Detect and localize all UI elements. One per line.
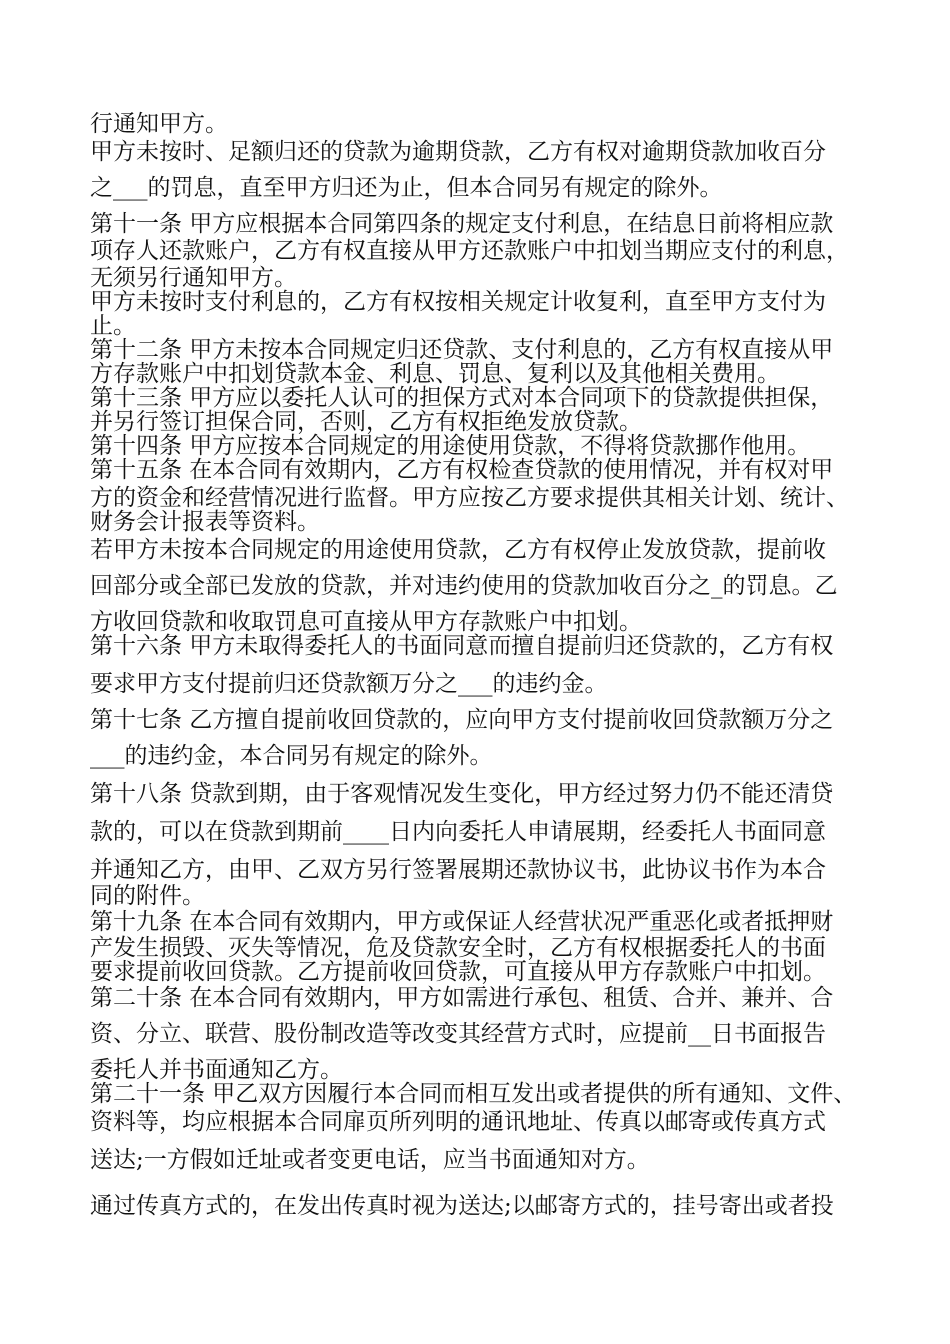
text-line: 产发生损毁、灭失等情况，危及贷款安全时，乙方有权根据委托人的书面	[90, 935, 826, 961]
text-line: 第二十条 在本合同有效期内，甲方如需进行承包、租赁、合并、兼并、合	[90, 985, 834, 1011]
text-line: 第二十一条 甲乙双方因履行本合同而相互发出或者提供的所有通知、文件、	[90, 1081, 857, 1107]
text-line: 第十五条 在本合同有效期内，乙方有权检查贷款的使用情况，并有权对甲	[90, 457, 834, 483]
text-line: 第十三条 甲方应以委托人认可的担保方式对本合同项下的贷款提供担保，	[90, 385, 834, 411]
text-line: 行通知甲方。	[90, 111, 228, 137]
text-line: ___的违约金，本合同另有规定的除外。	[90, 743, 493, 769]
text-line: 通过传真方式的，在发出传真时视为送达;以邮寄方式的，挂号寄出或者投	[90, 1193, 834, 1219]
text-line: 第十一条 甲方应根据本合同第四条的规定支付利息，在结息日前将相应款	[90, 211, 834, 237]
text-line: 止。	[90, 313, 136, 339]
text-line: 资、分立、联营、股份制改造等改变其经营方式时，应提前__日书面报告	[90, 1021, 826, 1047]
text-line: 无须另行通知甲方。	[90, 265, 297, 291]
text-line: 同的附件。	[90, 883, 205, 909]
text-line: 委托人并书面通知乙方。	[90, 1057, 343, 1083]
text-line: 若甲方未按本合同规定的用途使用贷款，乙方有权停止发放贷款，提前收	[90, 537, 826, 563]
text-line: 资料等，均应根据本合同扉页所列明的通讯地址、传真以邮寄或传真方式	[90, 1109, 826, 1135]
text-line: 第十九条 在本合同有效期内，甲方或保证人经营状况严重恶化或者抵押财	[90, 909, 834, 935]
text-line: 之___的罚息，直至甲方归还为止，但本合同另有规定的除外。	[90, 175, 723, 201]
text-line: 并另行签订担保合同，否则，乙方有权拒绝发放贷款。	[90, 409, 642, 435]
text-line: 第十八条 贷款到期，由于客观情况发生变化，甲方经过努力仍不能还清贷	[90, 781, 834, 807]
text-line: 款的，可以在贷款到期前____日内向委托人申请展期，经委托人书面同意	[90, 819, 826, 845]
text-line: 方收回贷款和收取罚息可直接从甲方存款账户中扣划。	[90, 609, 642, 635]
text-line: 方的资金和经营情况进行监督。甲方应按乙方要求提供其相关计划、统计、	[90, 485, 849, 511]
text-line: 方存款账户中扣划贷款本金、利息、罚息、复利以及其他相关费用。	[90, 361, 780, 387]
text-line: 送达;一方假如迁址或者变更电话，应当书面通知对方。	[90, 1147, 650, 1173]
text-line: 项存人还款账户，乙方有权直接从甲方还款账户中扣划当期应支付的利息，	[90, 238, 849, 264]
text-line: 第十六条 甲方未取得委托人的书面同意而擅自提前归还贷款的，乙方有权	[90, 633, 834, 659]
text-line: 财务会计报表等资料。	[90, 509, 320, 535]
text-line: 第十二条 甲方未按本合同规定归还贷款、支付利息的，乙方有权直接从甲	[90, 337, 834, 363]
text-line: 第十四条 甲方应按本合同规定的用途使用贷款，不得将贷款挪作他用。	[90, 433, 811, 459]
text-line: 要求甲方支付提前归还贷款额万分之___的违约金。	[90, 671, 608, 697]
text-line: 回部分或全部已发放的贷款，并对违约使用的贷款加收百分之_的罚息。乙	[90, 573, 838, 599]
text-line: 要求提前收回贷款。乙方提前收回贷款，可直接从甲方存款账户中扣划。	[90, 959, 826, 985]
text-line: 甲方未按时、足额归还的贷款为逾期贷款，乙方有权对逾期贷款加收百分	[90, 139, 826, 165]
text-line: 并通知乙方，由甲、乙双方另行签署展期还款协议书，此协议书作为本合	[90, 857, 826, 883]
text-line: 甲方未按时支付利息的，乙方有权按相关规定计收复利，直至甲方支付为	[90, 289, 826, 315]
text-line: 第十七条 乙方擅自提前收回贷款的，应向甲方支付提前收回贷款额万分之	[90, 707, 834, 733]
